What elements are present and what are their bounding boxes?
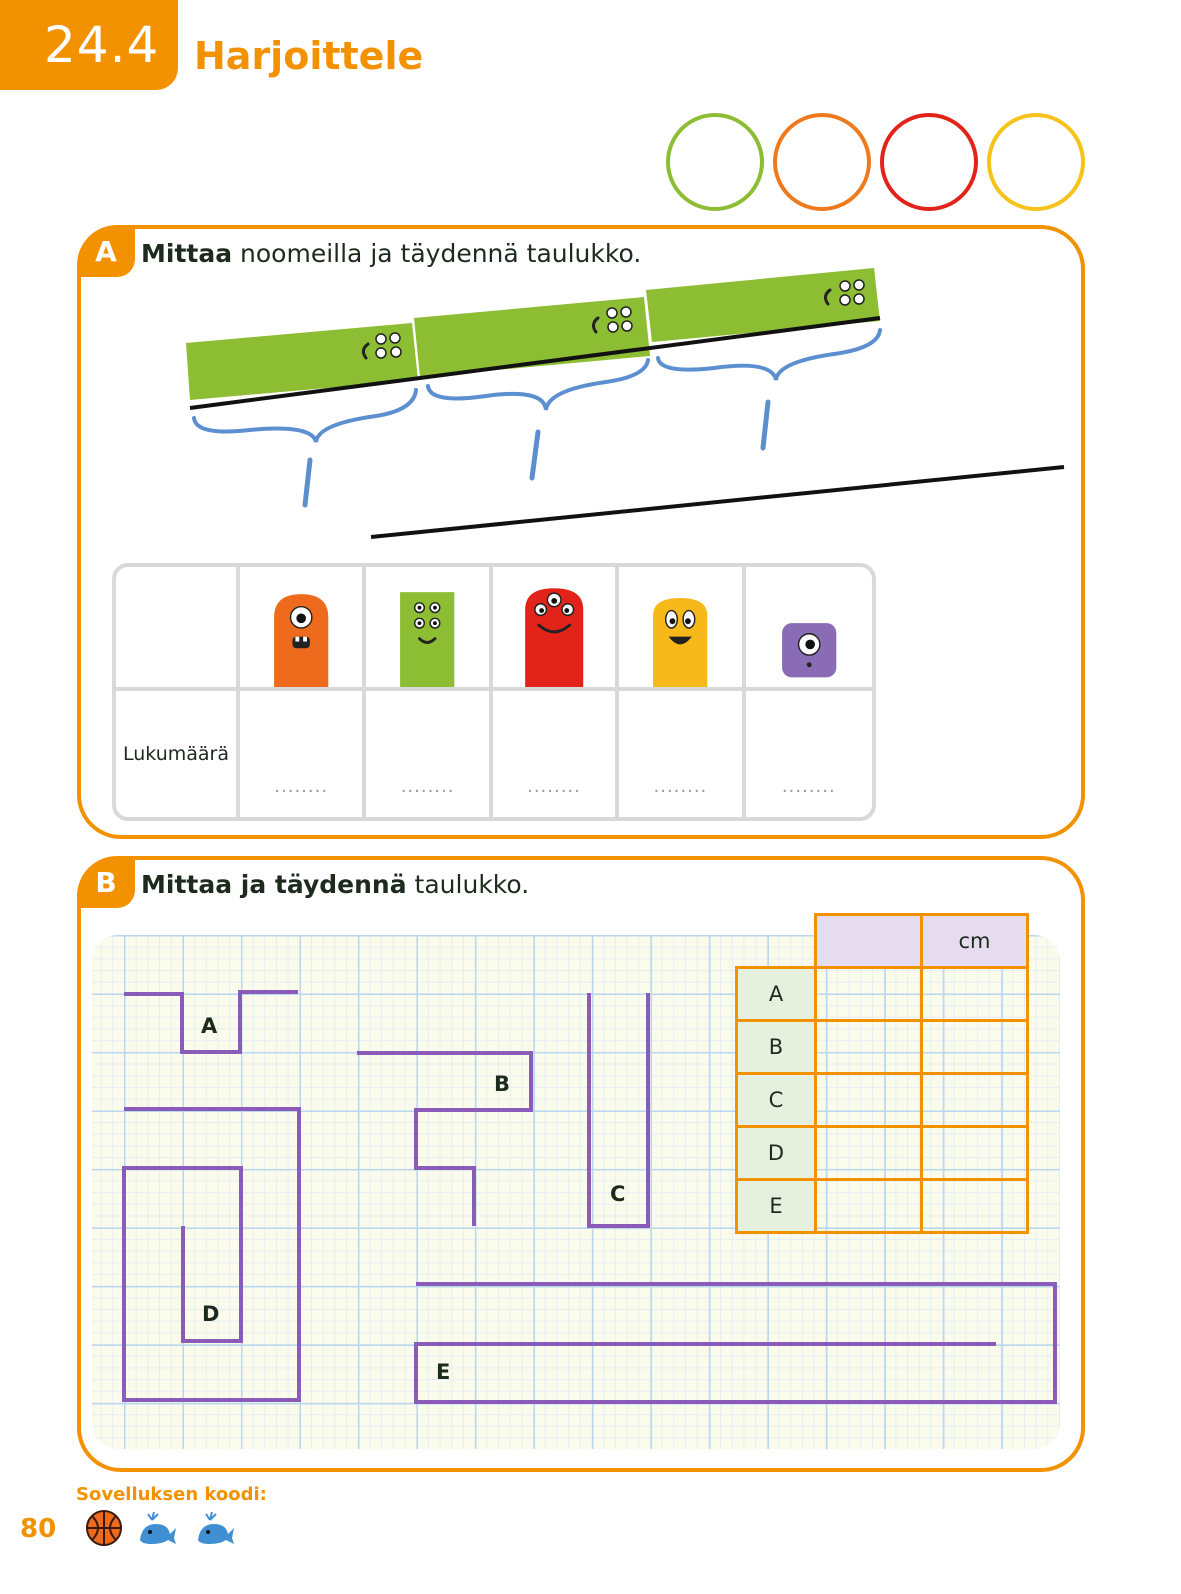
cm-cell-b-2[interactable] xyxy=(920,1019,1029,1075)
cm-cell-d-1[interactable] xyxy=(814,1125,923,1181)
chapter-number: 24.4 xyxy=(44,16,160,74)
section-a-instruction-rest: noomeilla ja täydennä taulukko. xyxy=(232,239,642,268)
cm-row-label-e: E xyxy=(735,1178,817,1234)
section-a-instruction-bold: Mittaa xyxy=(141,239,233,268)
shape-d xyxy=(124,1109,299,1400)
page-title: Harjoittele xyxy=(194,34,424,78)
whale-icon xyxy=(138,1508,178,1548)
cm-row-label-c: C xyxy=(735,1072,817,1128)
shape-label-e: E xyxy=(436,1360,451,1384)
cm-cell-e-2[interactable] xyxy=(920,1178,1029,1234)
cm-cell-b-1[interactable] xyxy=(814,1019,923,1075)
section-b-badge: B xyxy=(77,856,135,908)
cm-cell-a-2[interactable] xyxy=(920,966,1029,1022)
shape-label-d: D xyxy=(202,1302,220,1326)
section-b-instruction-rest: taulukko. xyxy=(406,870,530,899)
app-code-label: Sovelluksen koodi: xyxy=(76,1484,267,1505)
section-a-badge: A xyxy=(77,225,135,277)
cm-cell-e-1[interactable] xyxy=(814,1178,923,1234)
whale-icon xyxy=(196,1508,236,1548)
answer-blank: ........ xyxy=(781,776,836,797)
basketball-icon xyxy=(84,1508,124,1548)
section-b-instruction-bold: Mittaa ja täydennä xyxy=(141,870,407,899)
shape-label-c: C xyxy=(610,1182,626,1206)
cm-row-label-d: D xyxy=(735,1125,817,1181)
cm-cell-a-1[interactable] xyxy=(814,966,923,1022)
shape-label-a: A xyxy=(201,1014,218,1038)
shape-label-b: B xyxy=(494,1072,511,1096)
cm-cell-c-1[interactable] xyxy=(814,1072,923,1128)
answer-blank: ........ xyxy=(274,776,329,797)
row-label-count: Lukumäärä xyxy=(116,691,240,817)
answer-blank: ........ xyxy=(653,776,708,797)
answer-blank: ........ xyxy=(400,776,455,797)
page-number: 80 xyxy=(20,1514,57,1544)
answer-blank: ........ xyxy=(527,776,581,797)
cm-cell-d-2[interactable] xyxy=(920,1125,1029,1181)
cm-row-label-b: B xyxy=(735,1019,817,1075)
cm-cell-c-2[interactable] xyxy=(920,1072,1029,1128)
cm-header-blank xyxy=(814,913,923,969)
shape-e xyxy=(416,1284,1055,1402)
cm-header-unit: cm xyxy=(920,913,1029,969)
cm-row-label-a: A xyxy=(735,966,817,1022)
